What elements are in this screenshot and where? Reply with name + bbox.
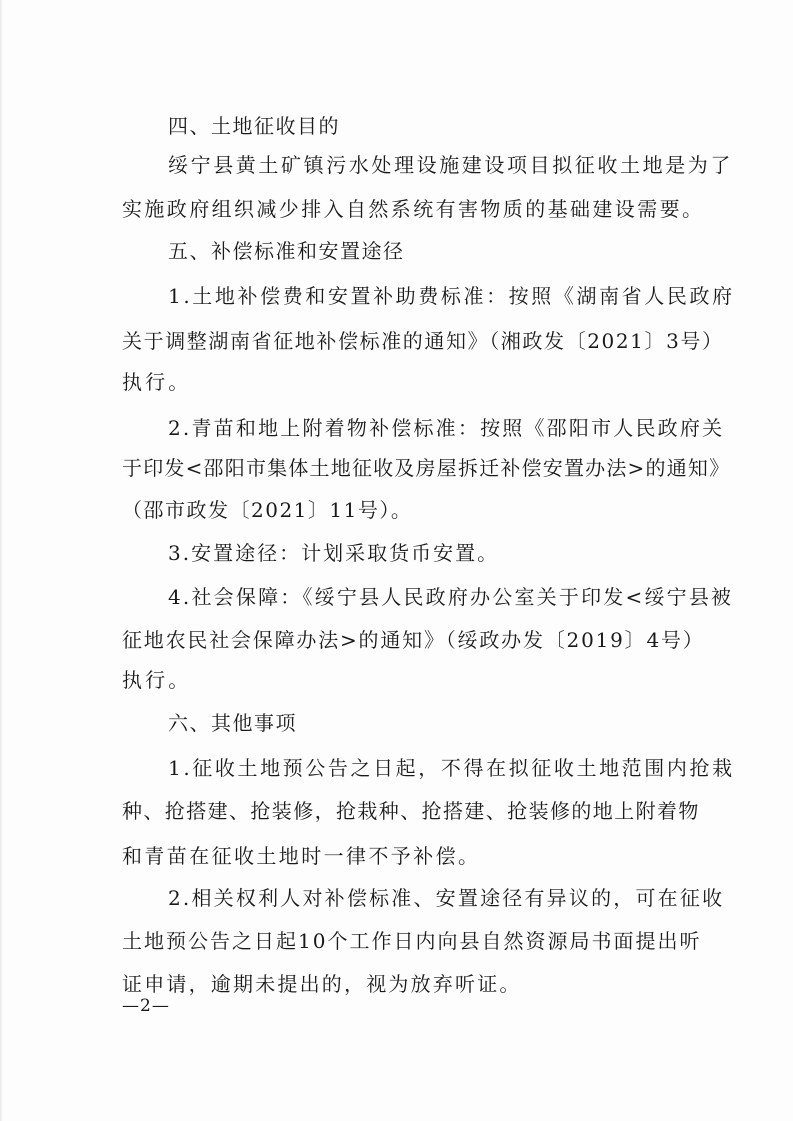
paragraph-line: 1.土地补偿费和安置补助费标准：按照《湖南省人民政府 (168, 284, 735, 308)
paragraph-line: 绥宁县黄土矿镇污水处理设施建设项目拟征收土地是为了 (168, 153, 733, 177)
paragraph-line: 执行。 (122, 668, 192, 692)
paragraph-line: 和青苗在征收土地时一律不予补偿。 (122, 844, 481, 868)
page-number: —2— (122, 996, 170, 1016)
section-heading-other-matters: 六、其他事项 (168, 711, 297, 735)
paragraph-line: 土地预公告之日起10个工作日内向县自然资源局书面提出听 (122, 929, 702, 953)
scan-edge (0, 0, 3, 1121)
paragraph-line: 2.相关权利人对补偿标准、安置途径有异议的，可在征收 (168, 886, 725, 910)
paragraph-line: 种、抢搭建、抢装修，抢栽种、抢搭建、抢装修的地上附着物 (122, 799, 700, 823)
section-heading-compensation: 五、补偿标准和安置途径 (168, 239, 405, 263)
paragraph-line: （邵市政发〔2021〕11号）。 (122, 498, 413, 522)
paragraph-line: 3.安置途径：计划采取货币安置。 (168, 541, 500, 565)
paragraph-line: 执行。 (122, 370, 192, 394)
paragraph-line: 实施政府组织减少排入自然系统有害物质的基础建设需要。 (122, 197, 705, 221)
paragraph-line: 4.社会保障：《绥宁县人民政府办公室关于印发<绥宁县被 (168, 585, 734, 609)
section-heading-purpose: 四、土地征收目的 (168, 114, 340, 138)
paragraph-line: 1.征收土地预公告之日起，不得在拟征收土地范围内抢栽 (168, 756, 735, 780)
paragraph-line: 征地农民社会保障办法>的通知》（绥政办发〔2019〕4号） (122, 628, 705, 652)
paragraph-line: 关于调整湖南省征地补偿标准的通知》（湘政发〔2021〕3号） (122, 329, 724, 353)
paragraph-line: 证申请，逾期未提出的，视为放弃听证。 (122, 972, 522, 996)
paragraph-line: 2.青苗和地上附着物补偿标准：按照《邵阳市人民政府关 (168, 416, 725, 440)
paragraph-line: 于印发<邵阳市集体土地征收及房屋拆迁补偿安置办法>的通知》 (122, 456, 731, 480)
